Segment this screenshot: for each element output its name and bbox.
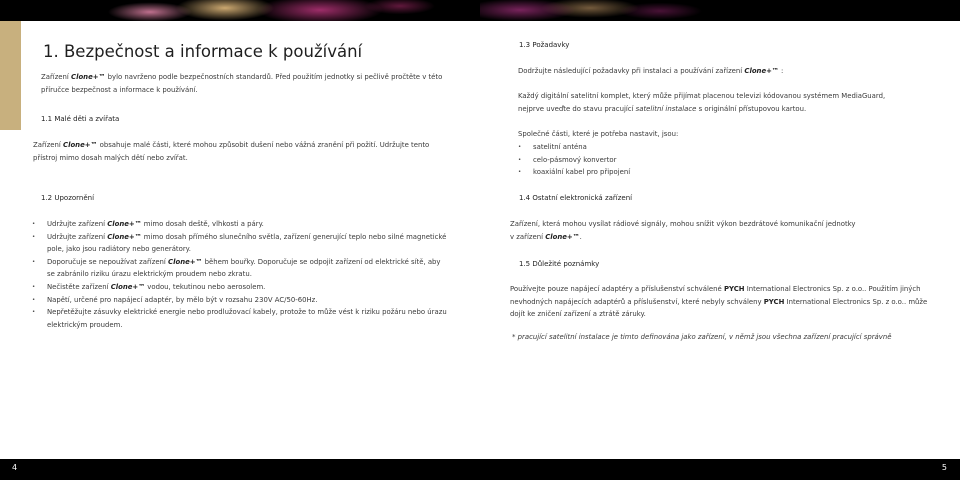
children-animals-paragraph: Zařízení Clone+™ obsahuje malé části, které mohou způsobit dušení nebo vážná zranění při požití. Udržujte tento přístroj mimo dosah malých dětí nebo zvířat. (33, 141, 430, 162)
other-devices-paragraph: Zařízení, která mohou vysílat rádiové signály, mohou snížit výkon bezdrátové komunikační jednotky v zařízení Clone+™. (510, 220, 856, 241)
section-heading-1-1: 1.1 Malé děti a zvířata (41, 115, 120, 123)
brand-name: Clone+™ (168, 257, 203, 266)
header-strip (0, 0, 960, 21)
parts-list (518, 141, 630, 179)
brand-name: Clone+™ (545, 232, 580, 241)
page-title: 1. Bezpečnost a informace k používání (43, 42, 363, 61)
requirements-paragraph: Každý digitální satelitní komplet, který může přijímat placenou televizi kódovanou systémem MediaGuard, nejprve uveďte do stavu pracující satelitní instalace s originální přístupovou kartou. (518, 92, 886, 113)
footnote: * pracující satelitní instalace je timto definována jako zařízení, v němž jsou všechna zařízení pracující správně (512, 333, 892, 341)
parts-intro: Společné části, které je potřeba nastavit, jsou: (518, 130, 679, 138)
brand-name: Clone+™ (110, 282, 146, 291)
brand-name: Clone+™ (71, 73, 106, 81)
list-item: • satelitní anténa (518, 141, 630, 154)
footer-strip (0, 459, 960, 480)
brand-name: Clone+™ (107, 232, 142, 241)
section-heading-1-4: 1.4 Ostatní elektronická zařízení (519, 194, 633, 202)
list-item: • koaxiální kabel pro připojení (518, 166, 630, 179)
brand-name: Clone+™ (63, 141, 98, 149)
header-artwork-right (480, 0, 960, 21)
header-artwork-left (0, 0, 480, 21)
brand-name: Clone+™ (107, 220, 142, 228)
list-item: • Nečistěte zařízení Clone+™ vodou, tekutinou nebo aerosolem. (32, 281, 447, 294)
section-heading-1-5: 1.5 Důležité poznámky (519, 260, 600, 268)
important-notes-paragraph: Používejte pouze napájecí adaptéry a příslušenství schválené PYCH International Electronics Sp. z o.o.. Použitím jiných nevhodných napájecích adaptérů a příslušenství, které nebyly schváleny PYCH International Electronics Sp. z o.o.. může dojít ke zničení zařízení a ztrátě záruky. (510, 285, 928, 319)
section-heading-1-2: 1.2 Upozornění (41, 194, 95, 202)
list-item: • celo-pásmový konvertor (518, 154, 630, 167)
list-item: • Udržujte zařízení Clone+™ mimo dosah přímého slunečního světla, zařízení generující teplo nebo silné magnetické pole, jako jsou radiátory nebo generátory. (32, 231, 447, 256)
title-accent-bar (0, 21, 21, 130)
page-number-right: 5 (941, 463, 947, 472)
brand-name: Clone+™ (744, 67, 779, 75)
section-heading-1-3: 1.3 Požadavky (519, 41, 570, 49)
requirements-intro: Dodržujte následující požadavky při instalaci a používání zařízení Clone+™ : (518, 67, 784, 75)
intro-paragraph: Zařízení Clone+™ bylo navrženo podle bezpečnostních standardů. Před použitím jednotky si pečlivě pročtěte v této příručce bezpečnost a informace k používání. (41, 73, 443, 94)
list-item: • Nepřetěžujte zásuvky elektrické energie nebo prodlužovací kabely, protože to může vést k riziku požáru nebo úrazu elektrickým proudem. (32, 306, 447, 331)
page-number-left: 4 (12, 463, 18, 472)
list-item: • Napětí, určené pro napájecí adaptér, by mělo být v rozsahu 230V AC/50-60Hz. (32, 294, 447, 307)
list-item: • Doporučuje se nepoužívat zařízení Clone+™ během bouřky. Doporučuje se odpojit zařízení od elektrické sítě, aby se zabránilo riziku úrazu elektrickým proudem nebo zkratu. (32, 256, 447, 281)
warnings-list (32, 218, 447, 331)
list-item: • Udržujte zařízení Clone+™ mimo dosah deště, vlhkosti a páry. (32, 218, 447, 231)
